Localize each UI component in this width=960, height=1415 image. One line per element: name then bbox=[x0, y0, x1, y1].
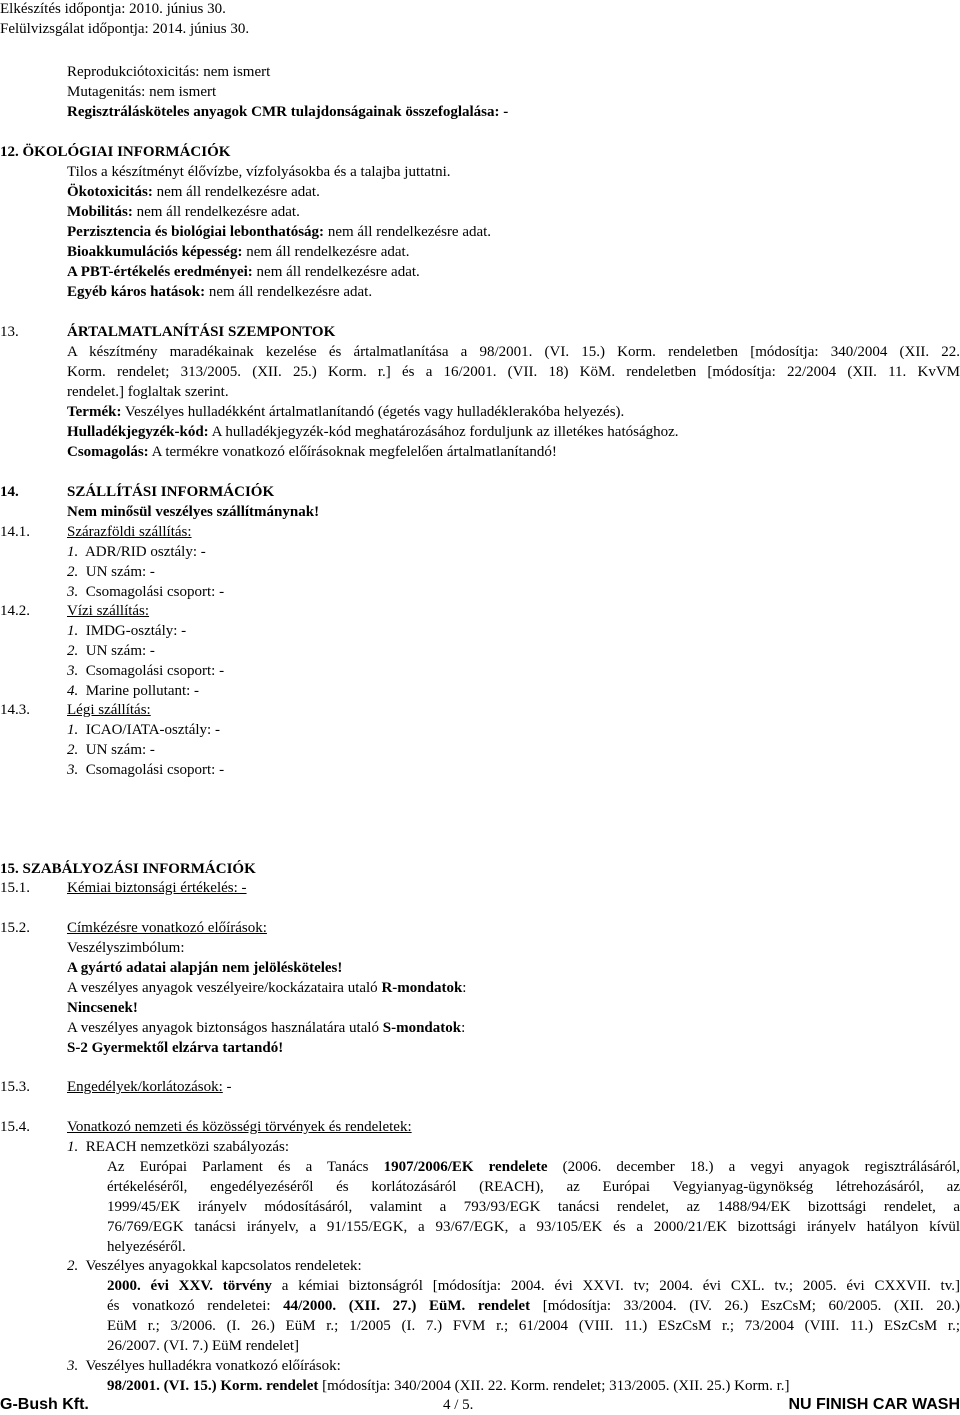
reproductive-toxicity: Reprodukciótoxicitás: nem ismert bbox=[67, 64, 271, 80]
s154-number: 15.4. bbox=[0, 1119, 30, 1135]
section-15-heading: 15. SZABÁLYOZÁSI INFORMÁCIÓK bbox=[0, 861, 256, 877]
eco-item-pbt: A PBT-értékelés eredményei: nem áll rendelkezésre adat. bbox=[67, 264, 420, 280]
section-14-title: SZÁLLÍTÁSI INFORMÁCIÓK bbox=[67, 484, 275, 500]
s-phrases-value: S-2 Gyermektől elzárva tartandó! bbox=[67, 1040, 284, 1056]
s154-title: Vonatkozó nemzeti és közösségi törvények és rendeletek: bbox=[67, 1119, 412, 1135]
s152-title: Címkézésre vonatkozó előírások: bbox=[67, 920, 267, 936]
reach-text-line-1: Az Európai Parlament és a Tanács 1907/2006/EK rendelete (2006. december 18.) a vegyi anyagok regisztrálásáról, bbox=[107, 1159, 960, 1175]
footer-page-number: 4 / 5. bbox=[443, 1397, 474, 1413]
section-13-number: 13. bbox=[0, 324, 19, 340]
hazardous-substances-line-2: és vonatkozó rendeletei: 44/2000. (XII. 27.) EüM. rendelet [módosítja: 33/2004. (IV. 26.) EszCsM; 60/2005. (XII. 20.) bbox=[107, 1298, 960, 1314]
reviewed-date: Felülvizsgálat időpontja: 2014. június 30. bbox=[0, 21, 250, 37]
reach-text-line-5: helyezéséről. bbox=[107, 1239, 186, 1255]
air-transport-title: Légi szállítás: bbox=[67, 702, 151, 718]
disposal-product: Termék: Veszélyes hulladékként ártalmatlanítandó (égetés vagy hulladéklerakóba helyezés). bbox=[67, 404, 625, 420]
land-item-3: 3. Csomagolási csoport: - bbox=[67, 584, 225, 600]
s151-number: 15.1. bbox=[0, 880, 30, 896]
air-item-3: 3. Csomagolási csoport: - bbox=[67, 762, 225, 778]
eco-item-mobility: Mobilitás: nem áll rendelkezésre adat. bbox=[67, 204, 300, 220]
r-phrases-value: Nincsenek! bbox=[67, 1000, 138, 1016]
air-item-1: 1. ICAO/IATA-osztály: - bbox=[67, 722, 220, 738]
land-transport-title: Szárazföldi szállítás: bbox=[67, 524, 192, 540]
disposal-text-line-3: rendelet.] foglaltak szerint. bbox=[67, 384, 229, 400]
eco-item-persistence: Perzisztencia és biológiai lebonthatóság: nem áll rendelkezésre adat. bbox=[67, 224, 492, 240]
water-item-1: 1. IMDG-osztály: - bbox=[67, 623, 187, 639]
disposal-text-line-1: A készítmény maradékainak kezelése és ártalmatlanítása a 98/2001. (VI. 15.) Korm. rendeletben [módosítja: 340/2004 (XII. 22. bbox=[67, 344, 960, 360]
s153-title: Engedélyek/korlátozások: - bbox=[67, 1079, 232, 1095]
air-transport-number: 14.3. bbox=[0, 702, 30, 718]
water-transport-number: 14.2. bbox=[0, 603, 30, 619]
section-13-title: ÁRTALMATLANÍTÁSI SZEMPONTOK bbox=[67, 324, 336, 340]
land-transport-number: 14.1. bbox=[0, 524, 30, 540]
reach-text-line-3: 1999/45/EK irányelv módosításáról, valamint a 793/93/EGK tanácsi rendelet, az 1488/94/EK bizottsági rendelet, a bbox=[107, 1199, 960, 1215]
footer-company: G-Bush Kft. bbox=[0, 1396, 89, 1413]
air-item-2: 2. UN szám: - bbox=[67, 742, 155, 758]
section-12-heading: 12. ÖKOLÓGIAI INFORMÁCIÓK bbox=[0, 144, 231, 160]
section-12-intro: Tilos a készítményt élővízbe, vízfolyásokba és a talajba juttatni. bbox=[67, 164, 451, 180]
disposal-waste-code: Hulladékjegyzék-kód: A hulladékjegyzék-kód meghatározásához forduljunk az illetékes hatósághoz. bbox=[67, 424, 679, 440]
mutagenicity: Mutagenitás: nem ismert bbox=[67, 84, 217, 100]
s152-number: 15.2. bbox=[0, 920, 30, 936]
hazardous-substances-heading: 2. Veszélyes anyagokkal kapcsolatos rendeletek: bbox=[67, 1258, 362, 1274]
water-transport-title: Vízi szállítás: bbox=[67, 603, 150, 619]
reach-text-line-4: 76/769/EGK tanácsi irányelv, a 91/155/EGK, a 93/67/EGK, a 93/105/EK és a 2000/21/EK bizottsági irányelv hatályon kívül bbox=[107, 1219, 960, 1235]
reach-heading: 1. REACH nemzetközi szabályozás: bbox=[67, 1139, 290, 1155]
s153-number: 15.3. bbox=[0, 1079, 30, 1095]
eco-item-bioaccumulation: Bioakkumulációs képesség: nem áll rendelkezésre adat. bbox=[67, 244, 410, 260]
s-phrases-label: A veszélyes anyagok biztonságos használatára utaló S-mondatok: bbox=[67, 1020, 466, 1036]
reach-text-line-2: értékeléséről, engedélyezéséről és korlátozásáról (REACH), az Európai Vegyianyag-ügynökség létrehozásáról, az bbox=[107, 1179, 960, 1195]
land-item-2: 2. UN szám: - bbox=[67, 564, 155, 580]
water-item-3: 3. Csomagolási csoport: - bbox=[67, 663, 225, 679]
footer-product-name: NU FINISH CAR WASH bbox=[788, 1396, 960, 1413]
hazardous-substances-line-1: 2000. évi XXV. törvény a kémiai biztonságról [módosítja: 2004. évi XXVI. tv; 2004. évi CXL. tv.; 2005. évi CXXVII. tv.] bbox=[107, 1278, 960, 1294]
s151-title: Kémiai biztonsági értékelés: - bbox=[67, 880, 247, 896]
cmr-summary: Regisztrálásköteles anyagok CMR tulajdonságainak összefoglalása: - bbox=[67, 104, 509, 120]
created-date: Elkészítés időpontja: 2010. június 30. bbox=[0, 1, 226, 17]
r-phrases-label: A veszélyes anyagok veszélyeire/kockázataira utaló R-mondatok: bbox=[67, 980, 467, 996]
eco-item-ecotoxicity: Ökotoxicitás: nem áll rendelkezésre adat. bbox=[67, 184, 320, 200]
disposal-packaging: Csomagolás: A termékre vonatkozó előírásoknak megfelelően ártalmatlanítandó! bbox=[67, 444, 557, 460]
hazardous-waste-heading: 3. Veszélyes hulladékra vonatkozó előírások: bbox=[67, 1358, 341, 1374]
eco-item-other-effects: Egyéb káros hatások: nem áll rendelkezésre adat. bbox=[67, 284, 373, 300]
disposal-text-line-2: Korm. rendelet; 313/2005. (XII. 25.) Korm. r.] és a 16/2001. (VII. 18) KöM. rendeletben [módosítja: 22/2004 (XII. 11. KvVM bbox=[67, 364, 960, 380]
water-item-4: 4. Marine pollutant: - bbox=[67, 683, 200, 699]
water-item-2: 2. UN szám: - bbox=[67, 643, 155, 659]
transport-note: Nem minősül veszélyes szállítmánynak! bbox=[67, 504, 320, 520]
hazard-symbol-label: Veszélyszimbólum: bbox=[67, 940, 185, 956]
hazardous-substances-line-4: 26/2007. (VI. 7.) EüM rendelet] bbox=[107, 1338, 300, 1354]
hazard-symbol-value: A gyártó adatai alapján nem jelölésköteles! bbox=[67, 960, 343, 976]
land-item-1: 1. ADR/RID osztály: - bbox=[67, 544, 206, 560]
hazardous-waste-line-1: 98/2001. (VI. 15.) Korm. rendelet [módosítja: 340/2004 (XII. 22. Korm. rendelet; 313/2005. (XII. 25.) Korm. r.] bbox=[107, 1378, 790, 1394]
hazardous-substances-line-3: EüM r.; 3/2006. (I. 26.) EüM r.; 1/2005 (I. 7.) FVM r.; 61/2004 (VIII. 11.) ESzCsM r.; 73/2004 (VIII. 11.) ESzCsM r.; bbox=[107, 1318, 960, 1334]
section-14-number: 14. bbox=[0, 484, 19, 500]
